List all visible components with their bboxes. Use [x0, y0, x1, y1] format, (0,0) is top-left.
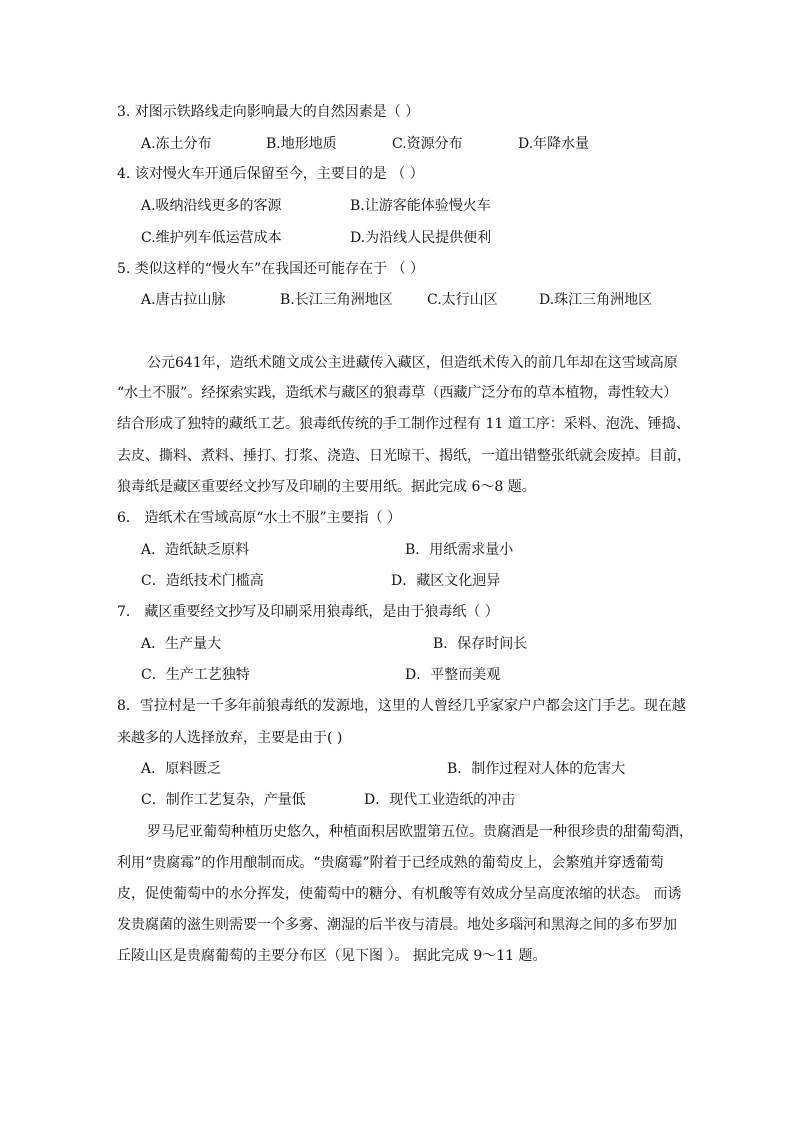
question-7-option-b: B．保存时间长 — [433, 636, 528, 652]
question-8-stem-line-1: 8．雪拉村是一千多年前狼毒纸的发源地，这里的人曾经几乎家家户户都会这门手艺。现在越 — [117, 698, 686, 714]
question-6-option-b: B．用纸需求量小 — [405, 542, 514, 558]
question-3-stem: 3. 对图示铁路线走向影响最大的自然因素是（ ） — [117, 104, 420, 120]
passage-2-line-4: 发贵腐菌的滋生则需要一个多雾、潮湿的后半夜与清晨。地处多瑙河和黑海之间的多布罗加 — [117, 917, 677, 933]
question-4-option-a: A.吸纳沿线更多的客源 — [141, 198, 282, 214]
question-3-option-c: C.资源分布 — [392, 136, 463, 152]
question-5-option-a: A.唐古拉山脉 — [141, 292, 226, 308]
question-7-option-c: C．生产工艺独特 — [141, 667, 250, 683]
question-4-option-c: C.维护列车低运营成本 — [141, 230, 282, 246]
passage-2-line-2: 利用“贵腐霉”的作用酿制而成。“贵腐霉”附着于已经成熟的葡萄皮上，会繁殖并穿透葡萄 — [117, 855, 664, 871]
question-6-option-c: C．造纸技术门槛高 — [141, 573, 264, 589]
question-6-option-d: D．藏区文化迥异 — [391, 573, 501, 589]
passage-2-line-3: 皮，促使葡萄中的水分挥发，使葡萄中的糖分、有机酸等有效成分呈高度浓缩的状态。 而诱 — [117, 886, 682, 902]
passage-2-line-5: 丘陵山区是贵腐葡萄的主要分布区（见下图 ）。 据此完成 9～11 题。 — [117, 948, 547, 964]
question-7-stem: 7． 藏区重要经文抄写及印刷采用狼毒纸，是由于狼毒纸（ ） — [117, 604, 499, 620]
question-6-option-a: A．造纸缺乏原料 — [141, 542, 250, 558]
passage-1-line-4: 去皮、撕料、煮料、捶打、打浆、浇造、日光晾干、揭纸，一道出错整张纸就会废掉。目前， — [117, 448, 691, 464]
question-8-option-b: B．制作过程对人体的危害大 — [447, 761, 626, 777]
question-4-option-b: B.让游客能体验慢火车 — [350, 198, 491, 214]
question-5-stem: 5. 类似这样的“慢火车”在我国还可能存在于 （ ） — [117, 261, 425, 277]
question-8-option-c: C．制作工艺复杂，产量低 — [141, 792, 306, 808]
question-8-option-d: D．现代工业造纸的冲击 — [364, 792, 516, 808]
question-4-stem: 4. 该对慢火车开通后保留至今，主要目的是 （ ） — [117, 166, 424, 182]
question-5-option-c: C.太行山区 — [427, 292, 498, 308]
question-4-option-d: D.为沿线人民提供便利 — [350, 230, 492, 246]
question-5-option-b: B.长江三角洲地区 — [280, 292, 393, 308]
question-5-option-d: D.珠江三角洲地区 — [539, 292, 653, 308]
passage-2-line-1: 罗马尼亚葡萄种植历史悠久，种植面积居欧盟第五位。贵腐酒是一种很珍贵的甜葡萄酒， — [147, 824, 693, 840]
passage-1-line-1: 公元641年，造纸术随文成公主进藏传入藏区，但造纸术传入的前几年却在这雪域高原 — [147, 355, 678, 371]
question-8-stem-line-2: 来越多的人选择放弃，主要是由于( ) — [117, 730, 343, 746]
question-7-option-a: A．生产量大 — [141, 636, 222, 652]
question-7-option-d: D．平整而美观 — [405, 667, 501, 683]
question-3-option-a: A.冻土分布 — [141, 136, 212, 152]
question-6-stem: 6． 造纸术在雪域高原“水土不服”主要指（ ） — [117, 510, 402, 526]
passage-1-line-3: 结合形成了独特的藏纸工艺。狼毒纸传统的手工制作过程有 11 道工序：采料、泡洗、锤捣、 — [117, 416, 690, 432]
passage-1-line-5: 狼毒纸是藏区重要经文抄写及印刷的主要用纸。据此完成 6～8 题。 — [117, 479, 536, 495]
passage-1-line-2: “水土不服”。经探索实践，造纸术与藏区的狼毒草（西藏广泛分布的草本植物，毒性较大） — [117, 385, 678, 401]
question-8-option-a: A．原料匮乏 — [141, 761, 222, 777]
question-3-option-d: D.年降水量 — [518, 136, 590, 152]
question-3-option-b: B.地形地质 — [266, 136, 337, 152]
